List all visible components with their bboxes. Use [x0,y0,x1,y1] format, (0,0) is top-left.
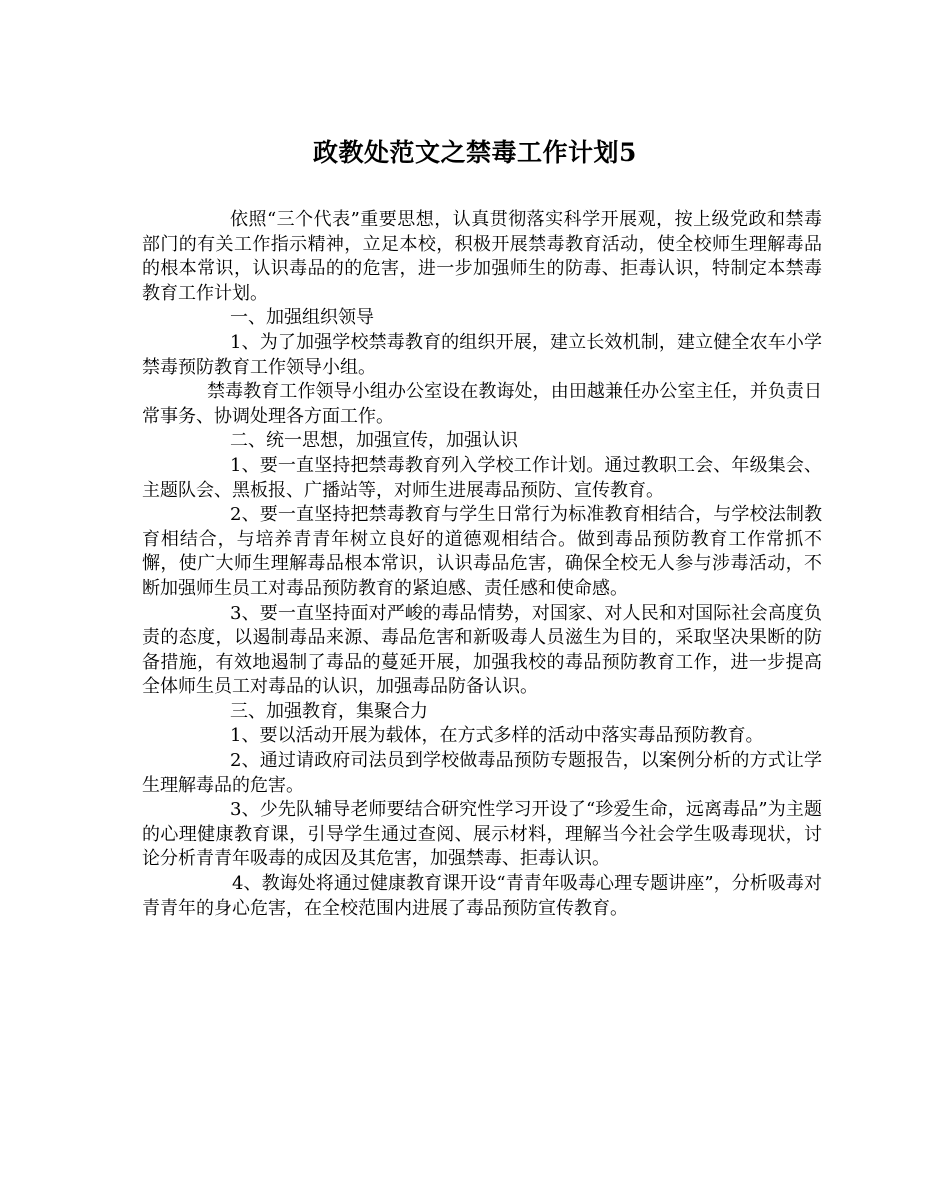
section-heading-3: 三、加强教育，集聚合力 [230,700,428,722]
paragraph-3-4: 4、教诲处将通过健康教育课开设“青青年吸毒心理专题讲座”，分析吸毒对青青年的身心危害，在全校范围内进展了毒品预防宣传教育。 [142,873,822,919]
section-heading-1: 一、加强组织领导 [230,307,374,329]
section-heading-2: 二、统一思想，加强宣传，加强认识 [230,430,518,452]
paragraph-1-1: 1、为了加强学校禁毒教育的组织开展，建立长效机制，建立健全农车小学禁毒预防教育工作领导小组。 [142,331,822,378]
document-title: 政教处范文之禁毒工作计划5 [313,138,637,167]
document-body [142,208,822,921]
paragraph-2-2: 2、要一直坚持把禁毒教育与学生日常行为标准教育相结合，与学校法制教育相结合，与培养青青年树立良好的道德观相结合。做到毒品预防教育工作常抓不懈，使广大师生理解毒品根本常识，认识毒品危害，确保全校无人参与涉毒活动，不断加强师生员工对毒品预防教育的紧迫感、责任感和使命感。 [142,504,822,599]
paragraph-3-3: 3、少先队辅导老师要结合研究性学习开设了“珍爱生命，远离毒品”为主题的心理健康教育课，引导学生通过查阅、展示材料，理解当今社会学生吸毒现状，讨论分析青青年吸毒的成因及其危害，加强禁毒、拒毒认识。 [142,799,822,870]
paragraph-3-2: 2、通过请政府司法员到学校做毒品预防专题报告，以案例分析的方式让学生理解毒品的危害。 [142,750,822,796]
paragraph-1-2: 禁毒教育工作领导小组办公室设在教诲处，由田越兼任办公室主任，并负责日常事务、协调处理各方面工作。 [142,381,822,427]
paragraph-2-3: 3、要一直坚持面对严峻的毒品情势，对国家、对人民和对国际社会高度负责的态度，以遏制毒品来源、毒品危害和新吸毒人员滋生为目的，采取坚决果断的防备措施，有效地遏制了毒品的蔓延开展，加强我校的毒品预防教育工作，进一步提高全体师生员工对毒品的认识，加强毒品防备认识。 [142,602,822,698]
paragraph-2-1: 1、要一直坚持把禁毒教育列入学校工作计划。通过教职工会、年级集会、主题队会、黑板报、广播站等，对师生进展毒品预防、宣传教育。 [142,454,822,501]
paragraph-3-1: 1、要以活动开展为载体，在方式多样的活动中落实毒品预防教育。 [230,725,764,747]
paragraph-intro: 依照“三个代表”重要思想，认真贯彻落实科学开展观，按上级党政和禁毒部门的有关工作指示精神，立足本校，积极开展禁毒教育活动，使全校师生理解毒品的根本常识，认识毒品的的危害，进一步加强师生的防毒、拒毒认识，特制定本禁毒教育工作计划。 [142,209,822,304]
